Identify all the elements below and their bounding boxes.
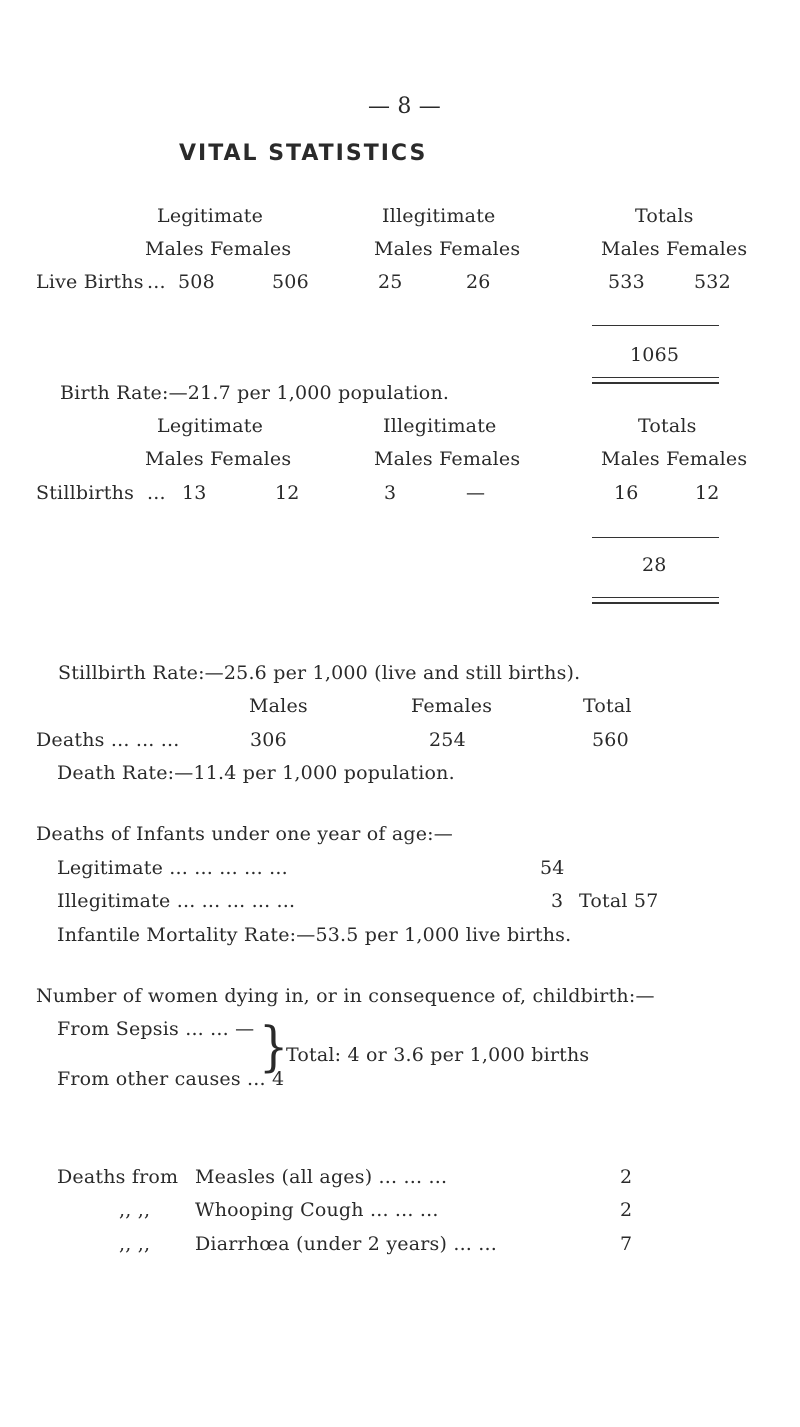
death-rate-text: Death Rate:—11.4 per 1,000 population. [57,762,455,784]
deaths-header-females: Females [411,695,493,717]
disease-whooping-cough-value: 2 [620,1199,633,1221]
disease-diarrhoea-value: 7 [620,1233,633,1255]
stillbirths-subheader-illegitimate: Males Females [374,448,521,470]
page-number: — 8 — [368,94,441,119]
ditto-marks: ,, ,, [119,1233,151,1255]
stillbirths-illegit-females: — [466,482,486,504]
stillbirths-header-legitimate: Legitimate [157,415,264,437]
stillbirths-header-illegitimate: Illegitimate [383,415,497,437]
deaths-from-label: Deaths from [57,1166,179,1188]
stillbirths-subheader-totals: Males Females [601,448,748,470]
births-header-illegitimate: Illegitimate [382,205,496,227]
maternal-heading: Number of women dying in, or in consequence of, childbirth:— [36,985,655,1007]
births-grand-total: 1065 [630,344,680,366]
birth-rate-text: Birth Rate:—21.7 per 1,000 population. [60,382,450,404]
stillbirths-header-totals: Totals [638,415,697,437]
births-subheader-legitimate: Males Females [145,238,292,260]
total-double-rule [592,377,719,384]
infant-deaths-heading: Deaths of Infants under one year of age:— [36,823,453,845]
subtotal-rule [592,537,719,538]
stillbirths-total-males: 16 [614,482,639,504]
brace-symbol: } [259,1015,289,1078]
stillbirths-legit-males: 13 [182,482,207,504]
deaths-males: 306 [250,729,287,751]
disease-whooping-cough: Whooping Cough ... ... ... [195,1199,439,1221]
births-subheader-illegitimate: Males Females [374,238,521,260]
deaths-header-total: Total [583,695,632,717]
stillbirth-rate-text: Stillbirth Rate:—25.6 per 1,000 (live and still births). [58,662,581,684]
ditto-marks: ,, ,, [119,1199,151,1221]
births-legit-females: 506 [272,271,309,293]
births-header-totals: Totals [635,205,694,227]
sepsis-label: From Sepsis ... ... — [57,1018,255,1040]
stillbirths-total-females: 12 [695,482,720,504]
row-leader: ... [147,482,166,504]
births-header-legitimate: Legitimate [157,205,264,227]
stillbirths-illegit-males: 3 [384,482,397,504]
stillbirths-subheader-legitimate: Males Females [145,448,292,470]
infant-mortality-rate: Infantile Mortality Rate:—53.5 per 1,000 live births. [57,924,572,946]
births-legit-males: 508 [178,271,215,293]
infant-total: Total 57 [579,890,659,912]
births-illegit-females: 26 [466,271,491,293]
stillbirths-label: Stillbirths [36,482,135,504]
disease-diarrhoea: Diarrhœa (under 2 years) ... ... [195,1233,498,1255]
deaths-females: 254 [429,729,466,751]
stillbirths-legit-females: 12 [275,482,300,504]
other-causes-label: From other causes ... 4 [57,1068,285,1090]
births-total-males: 533 [608,271,645,293]
disease-measles-value: 2 [620,1166,633,1188]
infant-illegit-label: Illegitimate ... ... ... ... ... [57,890,296,912]
maternal-total: Total: 4 or 3.6 per 1,000 births [286,1044,590,1066]
births-subheader-totals: Males Females [601,238,748,260]
disease-measles: Measles (all ages) ... ... ... [195,1166,448,1188]
page-title: VITAL STATISTICS [179,141,428,166]
deaths-header-males: Males [249,695,308,717]
births-illegit-males: 25 [378,271,403,293]
stillbirths-grand-total: 28 [642,554,667,576]
infant-legit-label: Legitimate ... ... ... ... ... [57,857,288,879]
deaths-label: Deaths ... ... ... [36,729,180,751]
infant-illegit-value: 3 [551,890,564,912]
subtotal-rule [592,325,719,326]
total-double-rule [592,597,719,604]
deaths-total: 560 [592,729,629,751]
births-total-females: 532 [694,271,731,293]
row-leader: ... [147,271,166,293]
live-births-label: Live Births [36,271,144,293]
infant-legit-value: 54 [540,857,565,879]
